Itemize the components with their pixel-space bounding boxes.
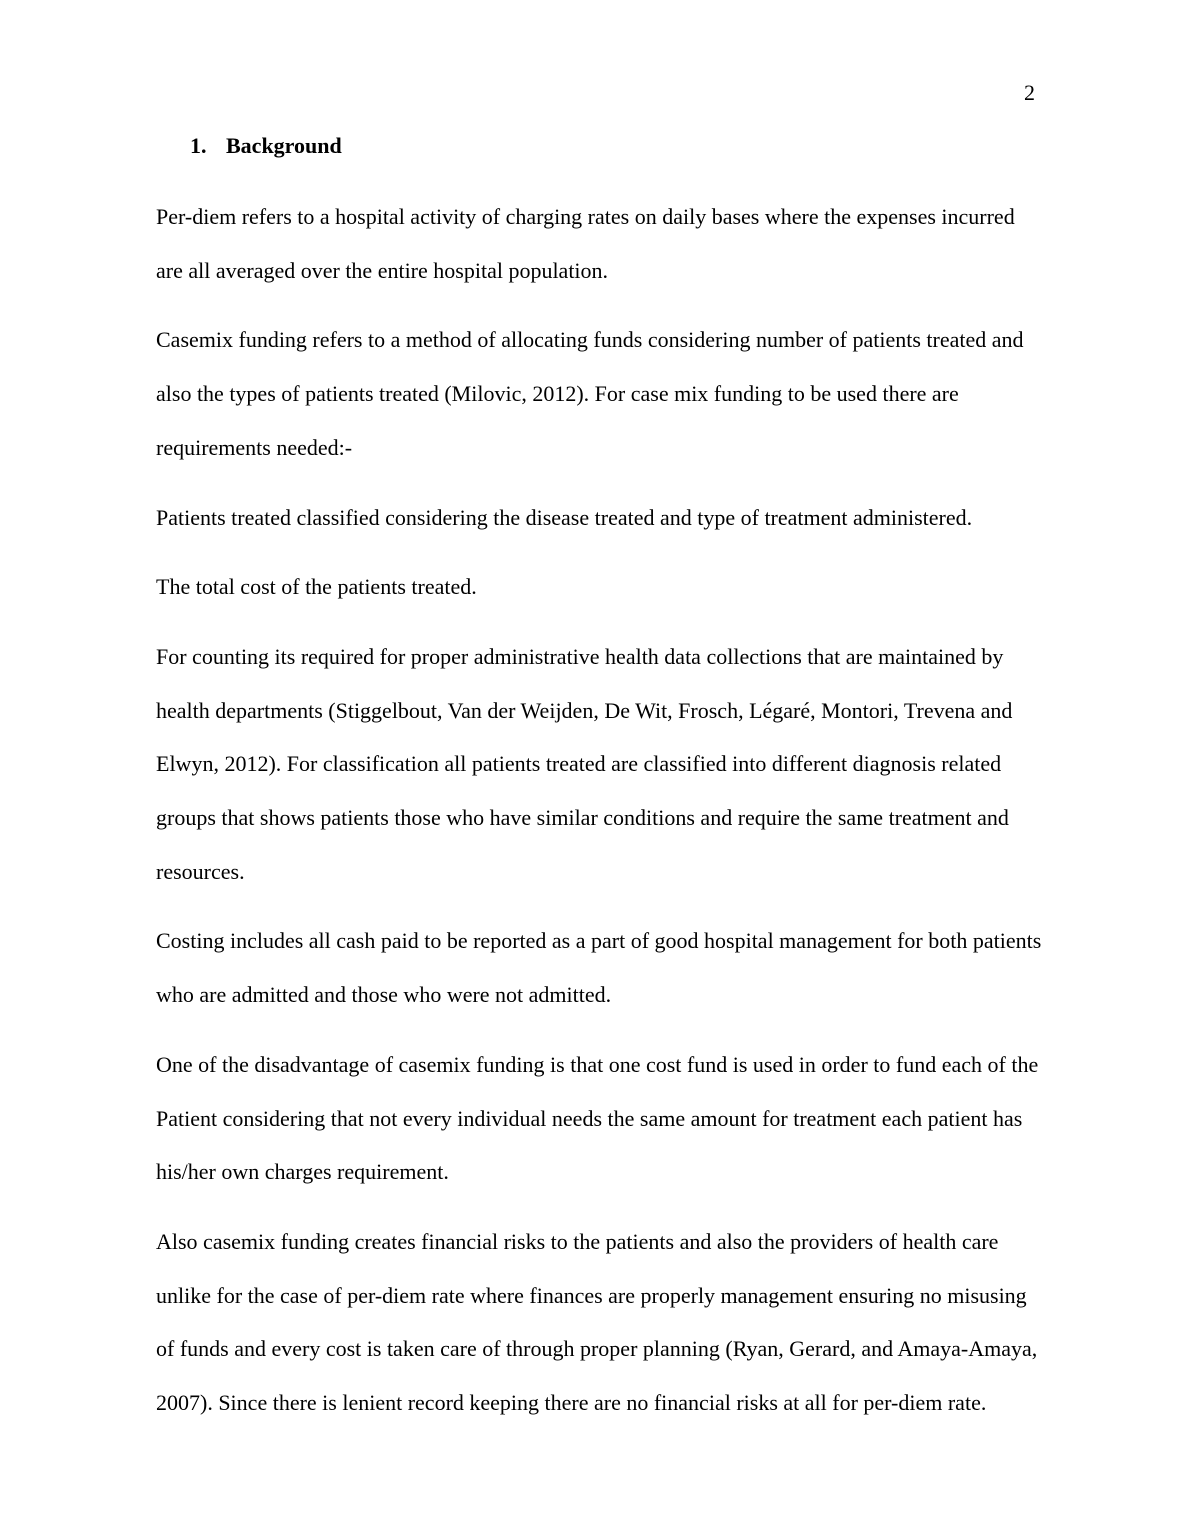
paragraph-counting: For counting its required for proper administrative health data collections that are maintained by health departments (Stiggelbout, Van der Weijden, De Wit, Frosch, Légaré, Montori, Trevena and Elwyn, 2012). For classification all patients treated are classified into different diagnosis related groups that shows patients those who have similar conditions and require the same treatment and resources. [156,643,1013,884]
section-heading [190,133,342,159]
page-number: 2 [1024,80,1035,105]
paragraph-classification-requirement: Patients treated classified considering the disease treated and type of treatment administered. [156,504,973,530]
paragraph-casemix-definition: Casemix funding refers to a method of allocating funds considering number of patients treated and also the types of patients treated (Milovic, 2012). For case mix funding to be used there are requirements needed:- [156,327,1024,460]
document-body [156,190,1046,1446]
paragraph-disadvantage: One of the disadvantage of casemix funding is that one cost fund is used in order to fund each of the Patient considering that not every individual needs the same amount for treatment each patient has his/her own charges requirement. [156,1051,1039,1185]
section-title: Background [226,133,342,158]
section-number: 1. [190,133,207,158]
paragraph-financial-risks: Also casemix funding creates financial risks to the patients and also the providers of health care unlike for the case of per-diem rate where finances are properly management ensuring no misusing of funds and every cost is taken care of through proper planning (Ryan, Gerard, and Amaya-Amaya, 2007). Since there is lenient record keeping there are no financial risks at all for per-diem rate. [156,1228,1038,1416]
paragraph-total-cost: The total cost of the patients treated. [156,574,477,600]
paragraph-costing: Costing includes all cash paid to be reported as a part of good hospital management for both patients who are admitted and those who were not admitted. [156,928,1042,1008]
paragraph-per-diem-definition: Per-diem refers to a hospital activity of charging rates on daily bases where the expenses incurred are all averaged over the entire hospital population. [156,204,1015,283]
